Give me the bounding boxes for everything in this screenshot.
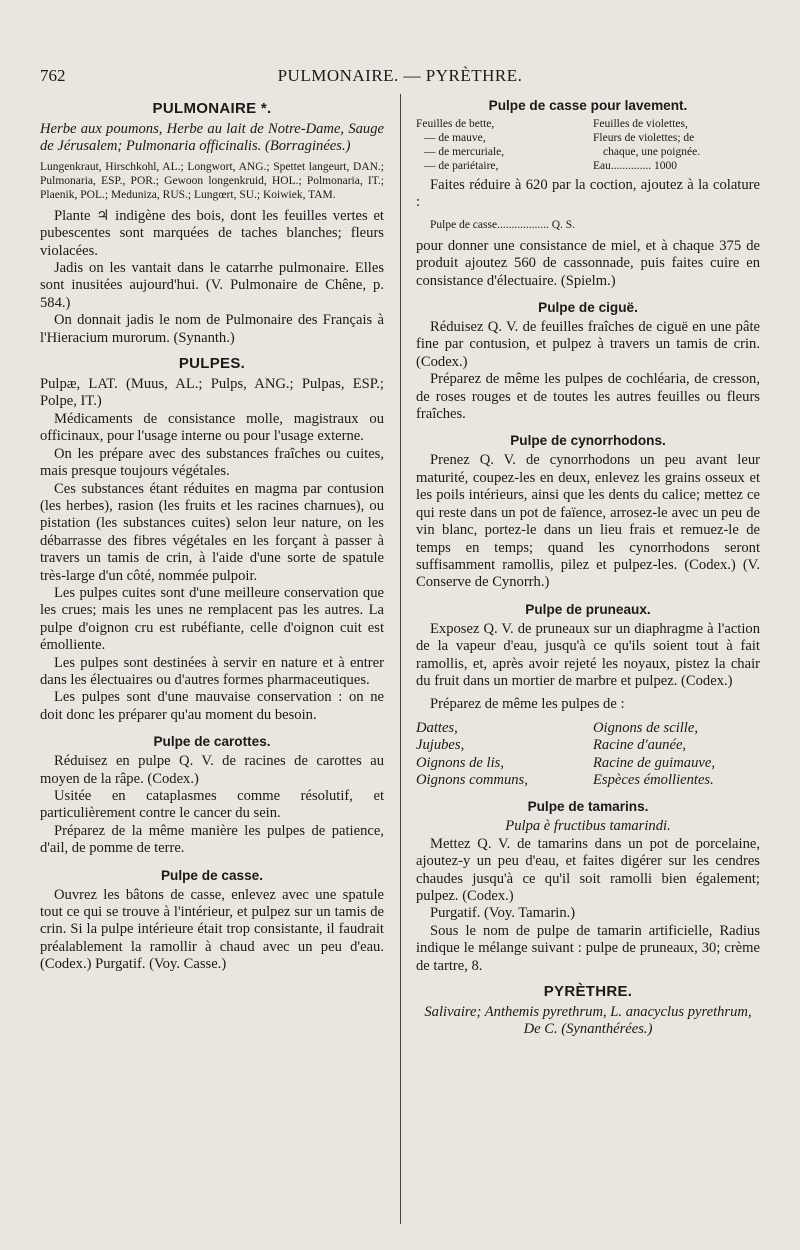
paragraph: Les pulpes cuites sont d'une meilleure conservation que les crues; mais les unes ne remplacent pas les autres. La pulpe d'oignon cru est rubéfiante, celle d'oignon cuit est émolliente. bbox=[40, 584, 384, 654]
paragraph: Sous le nom de pulpe de tamarin artificielle, Radius indique le mélange suivant : pulpe de pruneaux, 30; crème de tartre, 8. bbox=[416, 922, 760, 974]
paragraph: Purgatif. (Voy. Tamarin.) bbox=[430, 905, 576, 922]
column-divider bbox=[400, 94, 401, 1224]
recipe-line: — de mauve, bbox=[424, 132, 486, 144]
heading-pruneaux: Pulpe de pruneaux. bbox=[525, 601, 651, 617]
recipe-line: chaque, une poignée. bbox=[603, 146, 701, 158]
pulmonaire-names: Herbe aux poumons, Herbe au lait de Notre-Dame, Sauge de Jérusalem; Pulmonaria officinalis. (Borraginées.) bbox=[40, 121, 384, 155]
list-item: Racine d'aunée, bbox=[593, 737, 687, 754]
tamarins-latin: Pulpa è fructibus tamarindi. bbox=[505, 818, 671, 835]
heading-cynorrhodons: Pulpe de cynorrhodons. bbox=[510, 433, 666, 449]
paragraph: Préparez de la même manière les pulpes de patience, d'ail, de pomme de terre. bbox=[40, 822, 384, 857]
paragraph: Faites réduire à 620 par la coction, ajoutez à la colature : bbox=[416, 177, 760, 211]
paragraph: Préparez de même les pulpes de : bbox=[430, 696, 625, 713]
fruit-list bbox=[416, 720, 760, 790]
recipe-line: Fleurs de violettes; de bbox=[593, 132, 695, 144]
recipe-line: Feuilles de violettes, bbox=[593, 118, 688, 130]
left-column bbox=[40, 92, 384, 1224]
right-column bbox=[416, 92, 760, 1224]
recipe-line: Eau.............. 1000 bbox=[593, 160, 678, 172]
paragraph: Ouvrez les bâtons de casse, enlevez avec une spatule tout ce qui se trouve à l'intérieur, et pulpez sur un tamis de crin. Si la pulpe intérieure était trop consistante, il faudrait préalablement la ramollir à chaud avec un peu d'eau. (Codex.) Purgatif. (Voy. Casse.) bbox=[40, 886, 384, 973]
pyrethre-names: Salivaire; Anthemis pyrethrum, L. anacyclus pyrethrum, De C. (Synanthérées.) bbox=[424, 1004, 752, 1038]
paragraph: Médicaments de consistance molle, magistraux ou officinaux, pour l'usage interne ou pour l'usage externe. bbox=[40, 410, 384, 445]
paragraph: Prenez Q. V. de cynorrhodons un peu avant leur maturité, coupez-les en deux, enlevez les grains osseux et les poils intérieurs, ainsi que les dents du calice; mettez ce qui reste dans un pot de faïence, arrosez-le avec un peu de vin blanc, portez-le dans un lieu frais et remuez-le de temps en temps; quand les cynorrhodons seront suffisamment ramollis, pilez et pulpez-les. (Codex.) (V. Conserve de Cynorrh.) bbox=[416, 452, 760, 591]
paragraph: pour donner une consistance de miel, et à chaque 375 de produit ajoutez 560 de cassonnade, puis faites cuire en consistance d'électuaire. (Spielm.) bbox=[416, 237, 760, 289]
recipe-line: Feuilles de bette, bbox=[416, 118, 495, 130]
heading-tamarins: Pulpe de tamarins. bbox=[527, 799, 649, 815]
list-item: Espèces émollientes. bbox=[593, 771, 714, 788]
paragraph: Plante ♃ indigène des bois, dont les feuilles vertes et pubescentes sont marquées de taches blanches; fleurs violacées. bbox=[40, 207, 384, 259]
list-item: Dattes, bbox=[416, 719, 458, 736]
heading-casse: Pulpe de casse. bbox=[160, 867, 263, 883]
list-item: Oignons communs, bbox=[416, 771, 528, 788]
paragraph: Jadis on les vantait dans le catarrhe pulmonaire. Elles sont inusitées aujourd'hui. (V. Pulmonaire de Chêne, p. 584.) bbox=[40, 260, 384, 311]
running-title: PULMONAIRE. — PYRÈTHRE. bbox=[277, 66, 523, 85]
paragraph: Ces substances étant réduites en magma par contusion (les herbes), rasion (les fruits et les racines charnues), ou pistation (les substances cuites) selon leur nature, on les débarrasse des fibres végétales en les forçant à passer à travers un tamis de crin, à l'aide d'une sorte de spatule très-large d'un côté, nommée pulpoir. bbox=[40, 480, 384, 584]
paragraph: Réduisez Q. V. de feuilles fraîches de ciguë en une pâte fine par contusion, et pulpez à travers un tamis de crin. (Codex.) bbox=[416, 319, 760, 370]
heading-pulmonaire: PULMONAIRE *. bbox=[152, 100, 272, 117]
recipe-quantity: Pulpe de casse.................. Q. S. bbox=[430, 218, 576, 231]
paragraph: On les prépare avec des substances fraîches ou cuites, mais presque toujours végétales. bbox=[40, 445, 384, 480]
paragraph: Préparez de même les pulpes de cochléaria, de cresson, de roses rouges et de toutes les autres feuilles ou fleurs fraîches. bbox=[416, 371, 760, 423]
heading-pulpes: PULPES. bbox=[178, 355, 246, 373]
heading-casse-lavement: Pulpe de casse pour lavement. bbox=[488, 98, 688, 113]
running-head bbox=[40, 62, 760, 92]
list-item: Racine de guimauve, bbox=[593, 754, 715, 771]
paragraph: Les pulpes sont destinées à servir en nature et à entrer dans les électuaires ou d'autres formes pharmaceutiques. bbox=[40, 654, 384, 688]
paragraph: Réduisez en pulpe Q. V. de racines de carottes au moyen de la râpe. (Codex.) bbox=[40, 753, 384, 787]
paragraph: On donnait jadis le nom de Pulmonaire des Français à l'Hieracium murorum. (Synanth.) bbox=[40, 312, 384, 346]
heading-cigue: Pulpe de ciguë. bbox=[538, 300, 638, 316]
paragraph: Exposez Q. V. de pruneaux sur un diaphragme à l'action de la vapeur d'eau, jusqu'à ce qu'ils soient tout à fait ramollis, et, après avoir rejeté les noyaux, pistez la chair du fruit dans un mortier de marbre et pulpez. (Codex.) bbox=[416, 620, 760, 689]
pulpes-names: Pulpæ, LAT. (Muus, AL.; Pulps, ANG.; Pulpas, ESP.; Polpe, IT.) bbox=[40, 376, 384, 410]
list-item: Jujubes, bbox=[416, 737, 465, 754]
two-column-body bbox=[40, 92, 760, 1224]
recipe-ingredients bbox=[416, 117, 760, 173]
list-item: Oignons de scille, bbox=[593, 719, 698, 736]
recipe-line: — de mercuriale, bbox=[424, 146, 505, 158]
heading-pyrethre: PYRÈTHRE. bbox=[543, 983, 633, 1001]
list-item: Oignons de lis, bbox=[416, 754, 504, 771]
page-number: 762 bbox=[40, 66, 66, 85]
paragraph: Les pulpes sont d'une mauvaise conservation : on ne doit donc les préparer qu'au moment du besoin. bbox=[40, 689, 384, 723]
pulmonaire-synonyms: Lungenkraut, Hirschkohl, AL.; Longwort, ANG.; Spettet langeurt, DAN.; Pulmonaria, ESP., POR.; Gewoon longenkruid, HOL.; Polmonaria, IT.; Plaenik, POL.; Meduniza, RUS.; Lungœrt, SU.; Koiwiek, TAM. bbox=[40, 160, 384, 201]
heading-carottes: Pulpe de carottes. bbox=[153, 734, 271, 750]
paragraph: Mettez Q. V. de tamarins dans un pot de porcelaine, ajoutez-y un peu d'eau, et faites digérer sur les cendres chaudes jusqu'à ce qu'il soit ramolli bien également; pulpez. (Codex.) bbox=[416, 835, 760, 904]
recipe-line: — de pariétaire, bbox=[424, 160, 499, 172]
paragraph: Usitée en cataplasmes comme résolutif, et particulièrement contre le cancer du sein. bbox=[40, 788, 384, 822]
